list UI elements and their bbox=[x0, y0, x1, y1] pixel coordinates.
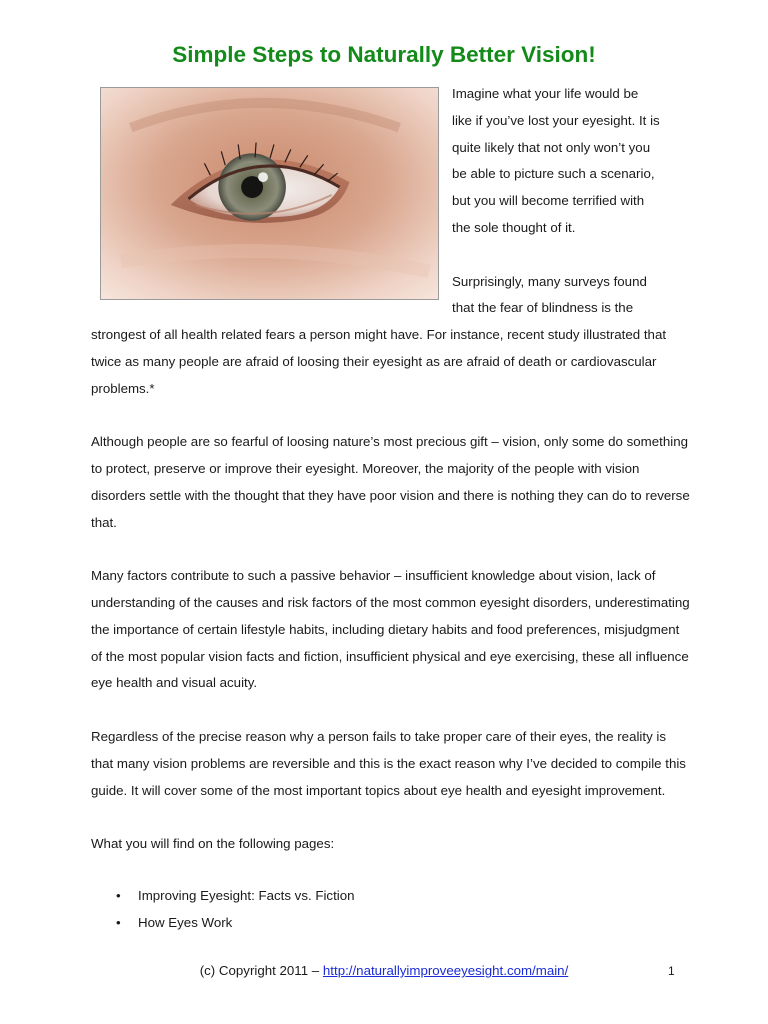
intro-line: Surprisingly, many surveys found bbox=[452, 273, 647, 289]
paragraph-contents-intro: What you will find on the following pages: bbox=[91, 836, 335, 852]
paragraph-precious-gift: Although people are so fearful of loosing nature’s most precious gift – vision, only some do something to protect, preserve or improve their eyesight. Moreover, the majority of the people with vision disorders settle with the thought that they have poor vision and there is nothing they can do to reverse that. bbox=[91, 434, 690, 530]
intro-line: quite likely that not only won’t you bbox=[452, 139, 651, 155]
intro-text bbox=[452, 81, 682, 322]
list-item bbox=[91, 883, 691, 910]
page-number: 1 bbox=[668, 964, 675, 978]
paragraph-gap bbox=[91, 697, 691, 724]
eye-photo-illustration bbox=[101, 88, 438, 299]
page-footer bbox=[0, 960, 768, 982]
paragraph-factors: Many factors contribute to such a passive behavior – insufficient knowledge about vision, lack of understanding of the causes and risk factors of the most common eyesight disorders, underestimating the importance of certain lifestyle habits, including dietary habits and food preferences, misjudgment of the most popular vision facts and fiction, insufficient physical and eye exercising, these all influence eye health and visual acuity. bbox=[91, 568, 690, 691]
paragraph-fear-study: strongest of all health related fears a person might have. For instance, recent study illustrated that twice as many people are afraid of loosing their eyesight as are afraid of death or cardiovascular problems.* bbox=[91, 327, 667, 396]
list-item-label: Improving Eyesight: Facts vs. Fiction bbox=[138, 888, 355, 903]
list-item-label: How Eyes Work bbox=[138, 914, 233, 930]
bullet-icon: • bbox=[116, 888, 121, 903]
paragraph-gap bbox=[91, 536, 691, 563]
intro-line: like if you’ve lost your eyesight. It is bbox=[452, 112, 660, 128]
eye-photo bbox=[100, 87, 439, 300]
list-item bbox=[91, 910, 691, 937]
intro-line: but you will become terrified with bbox=[452, 193, 645, 209]
website-link[interactable]: http://naturallyimproveeyesight.com/main/ bbox=[322, 963, 569, 978]
contents-list bbox=[91, 883, 691, 937]
paragraph-gap bbox=[452, 242, 682, 269]
paragraph-gap bbox=[91, 402, 691, 429]
copyright-text: (c) Copyright 2011 – bbox=[199, 963, 323, 978]
intro-line: Imagine what your life would be bbox=[452, 86, 639, 101]
bullet-icon: • bbox=[116, 914, 121, 930]
body-text bbox=[91, 322, 691, 858]
intro-line: be able to picture such a scenario, bbox=[452, 166, 655, 182]
page-title: Simple Steps to Naturally Better Vision! bbox=[172, 42, 596, 67]
paragraph-guide-purpose: Regardless of the precise reason why a person fails to take proper care of their eyes, the reality is that many vision problems are reversible and this is the exact reason why I’ve decided to compile this guide. It will cover some of the most important topics about eye health and eyesight improvement. bbox=[91, 728, 686, 798]
intro-line: the sole thought of it. bbox=[452, 219, 576, 235]
paragraph-gap bbox=[91, 804, 691, 831]
intro-line: that the fear of blindness is the bbox=[452, 300, 634, 316]
